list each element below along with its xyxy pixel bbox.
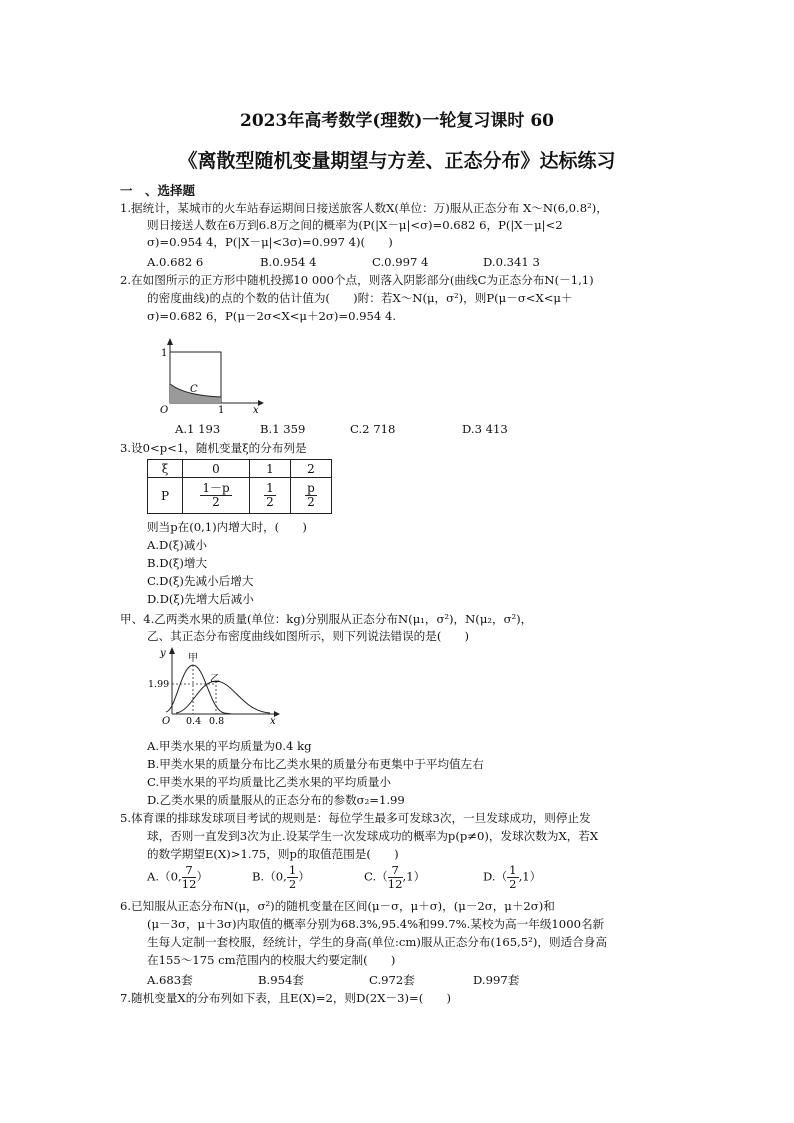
- question-6-line-4: 在155～175 cm范围内的校服大约要定制( ): [147, 953, 396, 967]
- question-4-line-1: 甲、4.乙两类水果的质量(单位：kg)分别服从正态分布N(μ₁，σ²)，N(μ₂，σ²)，: [120, 612, 533, 626]
- table-header-xi: ξ: [148, 460, 183, 478]
- question-1-line-2: 则日接送人数在6万到6.8万之间的概率为(P(|X－μ|<σ)=0.682 6，P(|X－μ|<2: [147, 218, 563, 232]
- two-normal-curves-figure: [148, 644, 288, 730]
- question-3-option-c: C.D(ξ)先减小后增大: [147, 574, 254, 588]
- question-2-line-1: 2.在如图所示的正方形中随机投掷10 000个点，则落入阴影部分(曲线C为正态分布N(－1,1): [120, 273, 594, 287]
- question-1-option-c: C.0.997 4: [372, 255, 429, 269]
- question-2-option-a: A.1 193: [175, 422, 221, 436]
- square-normal-curve-figure: [150, 333, 270, 423]
- question-4-option-b: B.甲类水果的质量分布比乙类水果的质量分布更集中于平均值左右: [147, 757, 484, 771]
- question-1-option-b: B.0.954 4: [260, 255, 317, 269]
- curve-label-c: C: [190, 384, 198, 395]
- question-4-line-2: 乙、其正态分布密度曲线如图所示，则下列说法错误的是( ): [147, 629, 470, 643]
- question-3-option-b: B.D(ξ)增大: [147, 556, 208, 570]
- question-3-line-2: 则当p在(0,1)内增大时，( ): [147, 520, 307, 534]
- figure-label-x1: 1: [218, 405, 225, 416]
- y-axis-label: y: [160, 648, 166, 659]
- question-2-option-d: D.3 413: [462, 422, 508, 436]
- question-1-option-a: A.0.682 6: [147, 255, 204, 269]
- question-3-option-a: A.D(ξ)减小: [147, 538, 207, 552]
- table-prob-0: $\frac{1-p}{2}$: [202, 481, 230, 509]
- question-5-line-1: 5.体育课的排球发球项目考试的规则是：每位学生最多可发球3次，一旦发球成功，则停止发: [120, 811, 591, 825]
- y-tick-1-99: 1.99: [148, 679, 170, 690]
- page-title: 2023年高考数学(理数)一轮复习课时 60: [240, 111, 554, 131]
- question-6-option-a: A.683套: [147, 973, 193, 987]
- distribution-table: [147, 459, 332, 514]
- question-1-line-3: σ)=0.954 4，P(|X－μ|<3σ)=0.997 4)( ): [147, 235, 393, 249]
- curve-label-yi: 乙: [210, 674, 220, 685]
- question-6-option-d: D.997套: [473, 973, 520, 987]
- question-3-line-1: 3.设0<p<1，随机变量ξ的分布列是: [120, 441, 307, 455]
- question-5-line-3: 的数学期望E(X)>1.75，则p的取值范围是( ): [147, 847, 399, 861]
- curve-label-jia: 甲: [188, 653, 198, 664]
- question-2-option-b: B.1 359: [260, 422, 306, 436]
- x-axis-label: x: [270, 716, 276, 727]
- x-tick-0-8: 0.8: [209, 716, 225, 727]
- origin-label: O: [162, 716, 171, 727]
- question-7-line-1: 7.随机变量X的分布列如下表，且E(X)=2，则D(2X－3)=( ): [120, 991, 451, 1005]
- table-prob-2: $\frac{p}{2}$: [307, 481, 315, 509]
- question-4-option-a: A.甲类水果的平均质量为0.4 kg: [147, 739, 312, 753]
- question-2-line-3: σ)=0.682 6，P(μ－2σ<X<μ＋2σ)=0.954 4.: [147, 309, 397, 323]
- question-5-option-a: A.（0, $\frac{7}{12}$ ）: [147, 863, 209, 891]
- page-subtitle: 《离散型随机变量期望与方差、正态分布》达标练习: [178, 150, 616, 172]
- question-1-option-d: D.0.341 3: [483, 255, 540, 269]
- figure-label-y1: 1: [161, 348, 168, 359]
- origin-label: O: [160, 405, 169, 416]
- table-value-2: 2: [291, 460, 332, 478]
- question-2-line-2: 的密度曲线)的点的个数的估计值为( )附：若X～N(μ，σ²)，则P(μ－σ<X<μ＋: [147, 291, 573, 305]
- x-tick-0-4: 0.4: [186, 716, 202, 727]
- question-1-line-1: 1.据统计，某城市的火车站春运期间日接送旅客人数X(单位：万)服从正态分布 X～N(6,0.8²)，: [120, 201, 608, 215]
- question-6-line-3: 生每人定制一套校服，经统计，学生的身高(单位:cm)服从正态分布(165,5²)，则适合身高: [147, 935, 607, 949]
- x-axis-label: x: [253, 405, 259, 416]
- section-heading: 一 、选择题: [120, 183, 196, 198]
- question-6-option-c: C.972套: [369, 973, 415, 987]
- table-value-1: 1: [250, 460, 291, 478]
- question-6-line-1: 6.已知服从正态分布N(μ，σ²)的随机变量在区间(μ－σ，μ＋σ)，(μ－2σ，μ＋2σ)和: [120, 899, 555, 913]
- question-5-line-2: 球，否则一直发到3次为止.设某学生一次发球成功的概率为p(p≠0)，发球次数为X，若X: [147, 829, 599, 843]
- question-6-line-2: (μ－3σ，μ＋3σ)内取值的概率分别为68.3%,95.4%和99.7%.某校为高一年级1000名新: [147, 917, 605, 931]
- question-5-option-d: D.（ $\frac{1}{2}$ ,1）: [483, 863, 542, 891]
- table-value-0: 0: [183, 460, 250, 478]
- question-5-option-c: C.（ $\frac{7}{12}$ ,1）: [364, 863, 426, 891]
- question-5-option-b: B.（0, $\frac{1}{2}$ ）: [252, 863, 310, 891]
- table-prob-1: $\frac{1}{2}$: [266, 481, 274, 509]
- question-4-option-d: D.乙类水果的质量服从的正态分布的参数σ₂=1.99: [147, 793, 405, 807]
- question-6-option-b: B.954套: [258, 973, 304, 987]
- question-2-option-c: C.2 718: [350, 422, 396, 436]
- table-header-p: P: [148, 478, 183, 514]
- question-4-option-c: C.甲类水果的平均质量比乙类水果的平均质量小: [147, 775, 392, 789]
- question-3-option-d: D.D(ξ)先增大后减小: [147, 592, 254, 606]
